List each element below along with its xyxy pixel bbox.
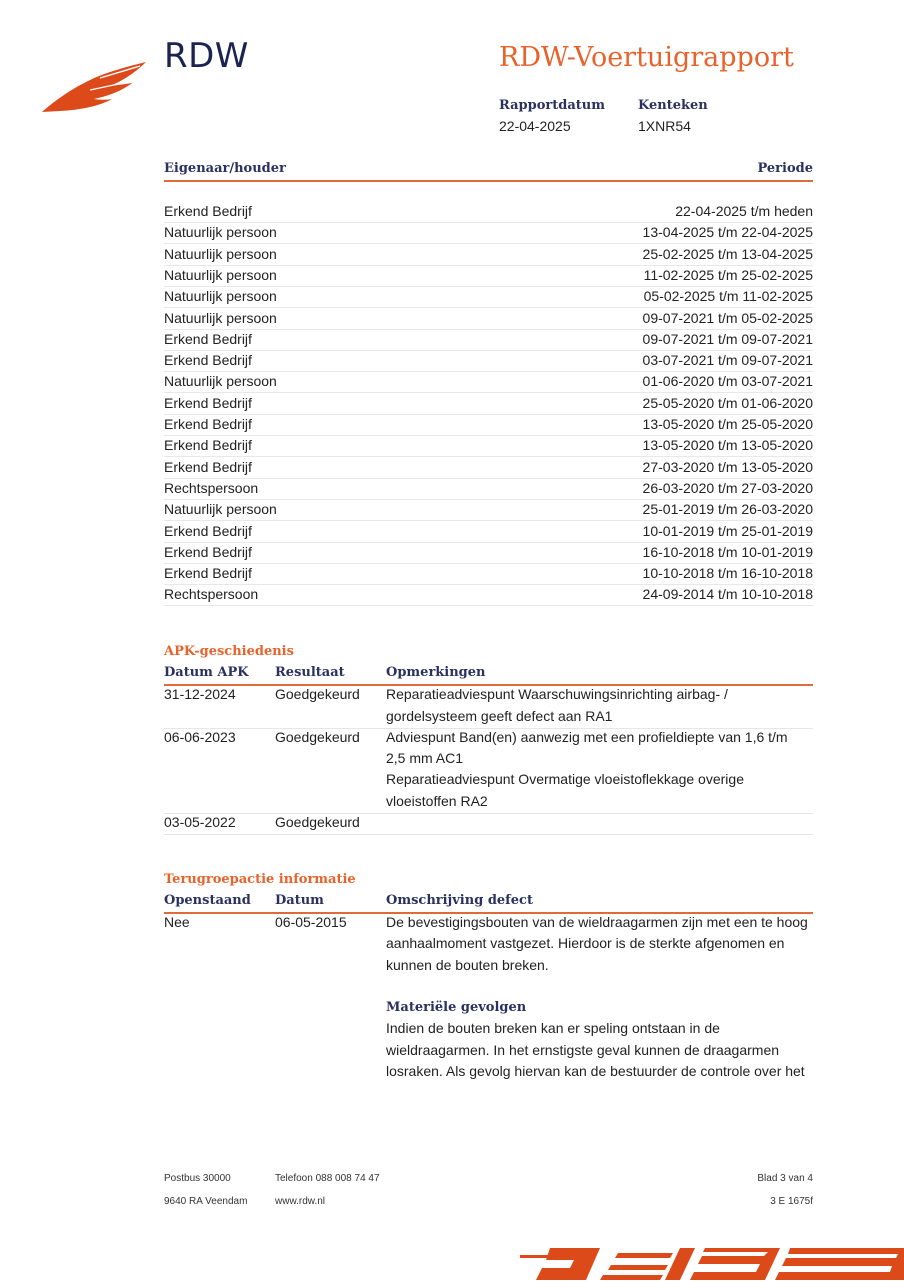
owner-row (164, 457, 813, 479)
owner-type: Erkend Bedrijf (164, 203, 252, 219)
owner-period: 25-05-2020 t/m 01-06-2020 (642, 394, 813, 411)
owner-type: Erkend Bedrijf (164, 458, 252, 475)
apk-row-3-date: 03-05-2022 (164, 814, 236, 830)
owner-type: Erkend Bedrijf (164, 416, 252, 432)
owner-row (164, 499, 813, 521)
consequences-title: Materiële gevolgen (386, 1000, 527, 1015)
recall-desc-line-1: De bevestigingsbouten van de wieldraagarmen zijn met een te hoog (386, 914, 808, 930)
kenteken-label: Kenteken (638, 98, 708, 113)
apk-row-2-remark-4: vloeistoffen RA2 (386, 793, 488, 809)
owner-period: 01-06-2020 t/m 03-07-2021 (642, 373, 813, 390)
owner-row (164, 563, 813, 585)
owner-type: Rechtspersoon (164, 479, 259, 496)
rdw-logo-mark (40, 58, 150, 116)
footer-city: 9640 RA Veendam (164, 1196, 248, 1207)
owner-type: Erkend Bedrijf (164, 330, 252, 347)
owner-row (164, 414, 813, 436)
owner-row (164, 478, 813, 500)
owner-row (164, 584, 813, 606)
apk-col-remarks: Opmerkingen (386, 665, 486, 680)
owner-period: 25-02-2025 t/m 13-04-2025 (642, 245, 813, 262)
rapportdatum-label: Rapportdatum (499, 98, 605, 113)
owner-period: 10-10-2018 t/m 16-10-2018 (642, 565, 813, 582)
recall-desc-line-2: aanhaalmoment vastgezet. Hierdoor is de sterkte afgenomen en (386, 935, 785, 951)
owner-row (164, 201, 813, 223)
apk-section-title: APK-geschiedenis (164, 644, 294, 659)
owner-period: 24-09-2014 t/m 10-10-2018 (642, 586, 813, 603)
footer-decoration (520, 1244, 904, 1280)
consequences-line-1: Indien de bouten breken kan er speling ontstaan in de (386, 1020, 720, 1036)
owner-row (164, 393, 813, 415)
rapportdatum-value: 22-04-2025 (499, 118, 571, 134)
recall-section-title: Terugroepactie informatie (164, 872, 356, 887)
footer-page-number: Blad 3 van 4 (757, 1173, 813, 1184)
recall-col-open: Openstaand (164, 893, 251, 908)
owner-type: Erkend Bedrijf (164, 352, 252, 369)
owner-period: 22-04-2025 t/m heden (675, 203, 813, 219)
apk-row-2-result: Goedgekeurd (275, 729, 360, 745)
owner-row (164, 244, 813, 266)
owner-period: 03-07-2021 t/m 09-07-2021 (642, 352, 813, 369)
apk-row-1-result: Goedgekeurd (275, 686, 360, 702)
apk-row-1-date: 31-12-2024 (164, 686, 236, 702)
recall-date-value: 06-05-2015 (275, 914, 347, 930)
footer-phone: Telefoon 088 008 74 47 (275, 1173, 380, 1184)
owner-row (164, 286, 813, 308)
owners-header-rule (164, 180, 813, 182)
owner-period: 13-04-2025 t/m 22-04-2025 (642, 224, 813, 241)
owner-period: 27-03-2020 t/m 13-05-2020 (642, 458, 813, 475)
apk-row-2-date: 06-06-2023 (164, 729, 236, 745)
owner-row (164, 542, 813, 564)
consequences-line-2: wieldraagarmen. In het ernstigste geval kunnen de draagarmen (386, 1042, 780, 1058)
owner-type: Natuurlijk persoon (164, 266, 277, 283)
consequences-line-3: losraken. Als gevolg hiervan kan de bestuurder de controle over het (386, 1063, 805, 1079)
owner-type: Erkend Bedrijf (164, 543, 252, 560)
recall-desc-line-3: kunnen de bouten breken. (386, 957, 549, 973)
apk-row-divider (164, 813, 813, 814)
owner-period: 13-05-2020 t/m 25-05-2020 (642, 416, 813, 432)
owner-period: 25-01-2019 t/m 26-03-2020 (642, 501, 813, 518)
kenteken-value: 1XNR54 (638, 118, 691, 134)
owner-type: Erkend Bedrijf (164, 565, 252, 582)
owner-type: Natuurlijk persoon (164, 245, 277, 262)
owner-type: Natuurlijk persoon (164, 373, 277, 390)
owner-period: 10-01-2019 t/m 25-01-2019 (642, 522, 813, 539)
owner-row (164, 329, 813, 351)
apk-row-1-remark-1: Reparatieadviespunt Waarschuwingsinrichting airbag- / (386, 686, 728, 702)
owner-row (164, 521, 813, 543)
owner-row (164, 222, 813, 244)
footer-website[interactable]: www.rdw.nl (275, 1196, 326, 1207)
apk-row-2-remark-3: Reparatieadviespunt Overmatige vloeistoflekkage overige (386, 771, 744, 787)
footer-document-code: 3 E 1675f (770, 1196, 813, 1207)
apk-row-3-result: Goedgekeurd (275, 814, 360, 830)
owner-row (164, 308, 813, 330)
apk-row-divider (164, 834, 813, 835)
owner-type: Natuurlijk persoon (164, 501, 277, 518)
owner-row (164, 350, 813, 372)
owners-col-owner: Eigenaar/houder (164, 161, 286, 176)
owner-type: Erkend Bedrijf (164, 522, 252, 539)
apk-row-2-remark-1: Adviespunt Band(en) aanwezig met een profieldiepte van 1,6 t/m (386, 729, 788, 745)
owner-period: 09-07-2021 t/m 09-07-2021 (642, 330, 813, 347)
owner-row (164, 435, 813, 457)
owner-type: Natuurlijk persoon (164, 288, 277, 305)
owner-period: 13-05-2020 t/m 13-05-2020 (642, 437, 813, 454)
apk-row-1-remark-2: gordelsysteem geeft defect aan RA1 (386, 708, 613, 724)
apk-col-date: Datum APK (164, 665, 249, 680)
apk-col-result: Resultaat (275, 665, 345, 680)
owners-col-period: Periode (757, 161, 813, 176)
rdw-logo-text: RDW (164, 36, 249, 76)
owner-period: 05-02-2025 t/m 11-02-2025 (643, 288, 813, 305)
owner-row (164, 371, 813, 393)
recall-col-desc: Omschrijving defect (386, 893, 533, 908)
footer-postbus: Postbus 30000 (164, 1173, 231, 1184)
recall-open-value: Nee (164, 914, 190, 930)
recall-col-date: Datum (275, 893, 324, 908)
owner-period: 11-02-2025 t/m 25-02-2025 (643, 266, 813, 283)
owner-type: Erkend Bedrijf (164, 437, 252, 454)
owner-type: Natuurlijk persoon (164, 224, 277, 241)
owner-period: 16-10-2018 t/m 10-01-2019 (642, 543, 813, 560)
report-title: RDW-Voertuigrapport (499, 42, 794, 73)
owner-type: Natuurlijk persoon (164, 309, 277, 326)
owner-type: Rechtspersoon (164, 586, 259, 603)
owner-period: 26-03-2020 t/m 27-03-2020 (642, 479, 813, 496)
apk-row-2-remark-2: 2,5 mm AC1 (386, 750, 464, 766)
owner-period: 09-07-2021 t/m 05-02-2025 (642, 309, 813, 326)
owner-row (164, 265, 813, 287)
owner-type: Erkend Bedrijf (164, 394, 252, 411)
